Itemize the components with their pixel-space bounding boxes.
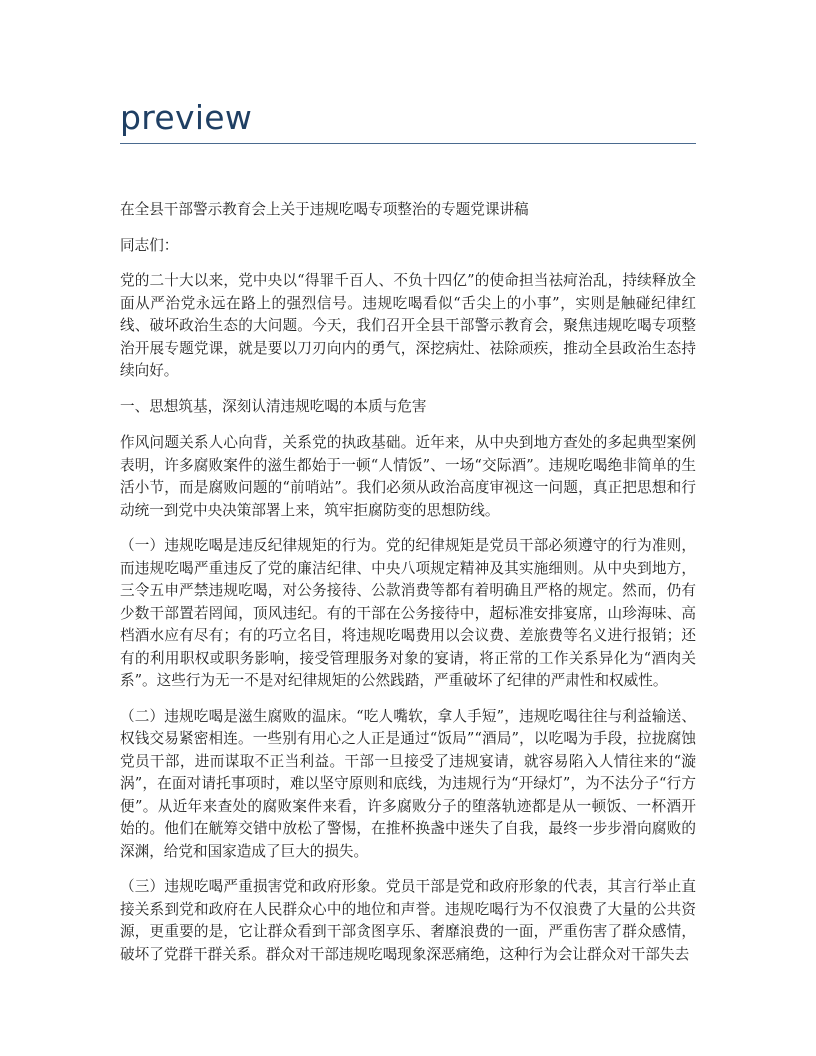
salutation: 同志们：	[120, 236, 179, 254]
title-divider	[120, 143, 696, 144]
document-heading: 在全县干部警示教育会上关于违规吃喝专项整治的专题党课讲稿	[120, 201, 529, 218]
paragraph-point-2: （二）违规吃喝是滋生腐败的温床。“吃人嘴软，拿人手短”，违规吃喝往往与利益输送、权钱交易紧密相连。一些别有用心之人正是通过“饭局”“酒局”，以吃喝为手段，拉拢腐蚀党员干部，进而谋取不正当利益。干部一旦接受了违规宴请，就容易陷入人情往来的“漩涡”，在面对请托事项时，难以坚守原则和底线，为违规行为“开绿灯”，为不法分子“行方便”。从近年来查处的腐败案件来看，许多腐败分子的堕落轨迹都是从一顿饭、一杯酒开始的。他们在觥筹交错中放松了警惕，在推杯换盏中迷失了自我，最终一步步滑向腐败的深渊，给党和国家造成了巨大的损失。	[120, 707, 696, 860]
paragraph-intro: 党的二十大以来，党中央以“得罪千百人、不负十四亿”的使命担当祛疴治乱，持续释放全面从严治党永远在路上的强烈信号。违规吃喝看似“舌尖上的小事”，实则是触碰纪律红线、破坏政治生态的大问题。今天，我们召开全县干部警示教育会，聚焦违规吃喝专项整治开展专题党课，就是要以刀刃向内的勇气，深挖病灶、祛除顽疾，推动全县政治生态持续向好。	[120, 272, 696, 379]
page-header	[120, 96, 696, 144]
paragraph-point-3: （三）违规吃喝严重损害党和政府形象。党员干部是党和政府形象的代表，其言行举止直接关系到党和政府在人民群众心中的地位和声誉。违规吃喝行为不仅浪费了大量的公共资源，更重要的是，它让群众看到干部贪图享乐、奢靡浪费的一面，严重伤害了群众感情，破坏了党群干群关系。群众对干部违规吃喝现象深恶痛绝，这种行为会让群众对干部失去	[120, 878, 696, 963]
paragraph-point-1: （一）违规吃喝是违反纪律规矩的行为。党的纪律规矩是党员干部必须遵守的行为准则，而违规吃喝严重违反了党的廉洁纪律、中央八项规定精神及其实施细则。从中央到地方，三令五申严禁违规吃喝，对公务接待、公款消费等都有着明确且严格的规定。然而，仍有少数干部置若罔闻，顶风违纪。有的干部在公务接待中，超标准安排宴席，山珍海味、高档酒水应有尽有；有的巧立名目，将违规吃喝费用以会议费、差旅费等名义进行报销；还有的利用职权或职务影响，接受管理服务对象的宴请，将正常的工作关系异化为“酒肉关系”。这些行为无一不是对纪律规矩的公然践踏，严重破坏了纪律的严肃性和权威性。	[120, 537, 696, 689]
document-body	[120, 199, 696, 979]
paragraph-section-1-intro: 作风问题关系人心向背，关系党的执政基础。近年来，从中央到地方查处的多起典型案例表明，许多腐败案件的滋生都始于一顿“人情饭”、一场“交际酒”。违规吃喝绝非简单的生活小节，而是腐败问题的“前哨站”。我们必须从政治高度审视这一问题，真正把思想和行动统一到党中央决策部署上来，筑牢拒腐防变的思想防线。	[120, 434, 696, 519]
section-heading-1: 一、思想筑基，深刻认清违规吃喝的本质与危害	[120, 397, 427, 415]
page-title: preview	[120, 98, 253, 137]
